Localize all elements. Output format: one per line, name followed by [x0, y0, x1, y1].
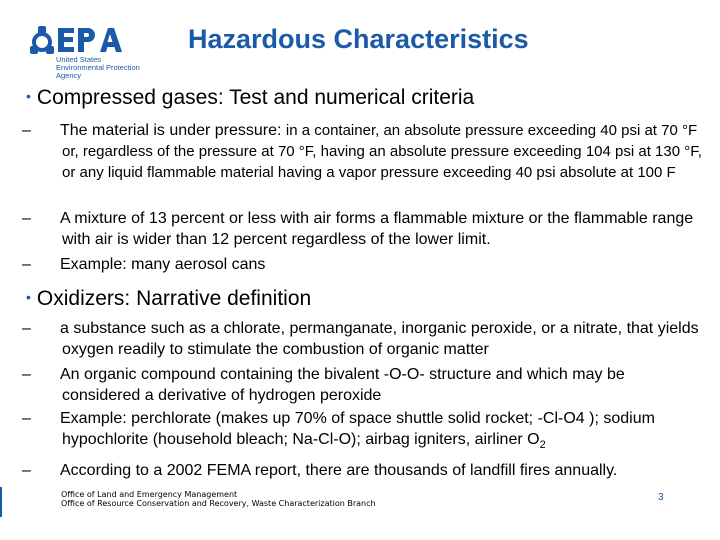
- dash-icon: –: [22, 410, 31, 427]
- dash-icon: –: [22, 210, 31, 227]
- sub-bullet-text: in a container, an absolute pressure exceeding 40 psi at 70 °F or, regardless of the pressure at 70 °F, having an absolute pressure exceeding 104 psi at 130 °F, or any liquid flammable material having a vapor pressure exceeding 40 psi absolute at 100 F: [62, 122, 702, 181]
- sub-bullet-text: Example: perchlorate (makes up 70% of space shuttle solid rocket; -Cl-O4 ); sodium hypochlorite (household bleach; Na-Cl-O); airbag igniters, airliner O: [60, 410, 655, 448]
- logo-sub-line: Environmental Protection: [56, 63, 140, 72]
- footer-line: Office of Land and Emergency Management: [61, 490, 238, 499]
- footer-office: [61, 490, 376, 508]
- page-number: 3: [658, 492, 664, 503]
- dash-icon: –: [22, 320, 31, 337]
- sub-bullet: [22, 254, 702, 275]
- sub-bullet: [22, 318, 702, 360]
- sub-bullet-text: An organic compound containing the bivalent -O-O- structure and which may be considered a derivative of hydrogen peroxide: [60, 366, 625, 404]
- sub-bullet-text: Example: many aerosol cans: [60, 256, 266, 273]
- bullet-text: Oxidizers: Narrative definition: [36, 287, 312, 310]
- sub-bullet-text: a substance such as a chlorate, permanganate, inorganic peroxide, or a nitrate, that yields oxygen readily to stimulate the combustion of organic matter: [60, 320, 699, 358]
- subscript: 2: [539, 439, 546, 452]
- footer-accent-bar: [0, 487, 2, 517]
- footer-line: Office of Resource Conservation and Recovery, Waste Characterization Branch: [61, 499, 376, 508]
- dash-icon: –: [22, 256, 31, 273]
- sub-bullet: [22, 460, 702, 481]
- epa-logo-subtitle: [56, 56, 140, 80]
- logo-sub-line: Agency: [56, 71, 82, 80]
- bullet-dot-icon: •: [26, 289, 31, 305]
- bullet-oxidizers: [26, 287, 311, 311]
- bullet-dot-icon: •: [26, 88, 31, 104]
- sub-bullet-lead: The material is under pressure:: [60, 122, 286, 139]
- bullet-text: Compressed gases: Test and numerical criteria: [36, 86, 475, 109]
- slide-title: Hazardous Characteristics: [188, 24, 529, 54]
- sub-bullet-text: According to a 2002 FEMA report, there are thousands of landfill fires annually.: [60, 462, 618, 479]
- sub-bullet: [22, 120, 702, 183]
- bullet-compressed-gases: [26, 86, 474, 110]
- dash-icon: –: [22, 366, 31, 383]
- logo-sub-line: United States: [56, 55, 102, 64]
- sub-bullet: [22, 408, 702, 456]
- dash-icon: –: [22, 122, 31, 139]
- sub-bullet: [22, 364, 702, 406]
- sub-bullet: [22, 208, 702, 250]
- dash-icon: –: [22, 462, 31, 479]
- sub-bullet-text: A mixture of 13 percent or less with air forms a flammable mixture or the flammable range with air is wider than 12 percent regardless of the lower limit.: [60, 210, 694, 248]
